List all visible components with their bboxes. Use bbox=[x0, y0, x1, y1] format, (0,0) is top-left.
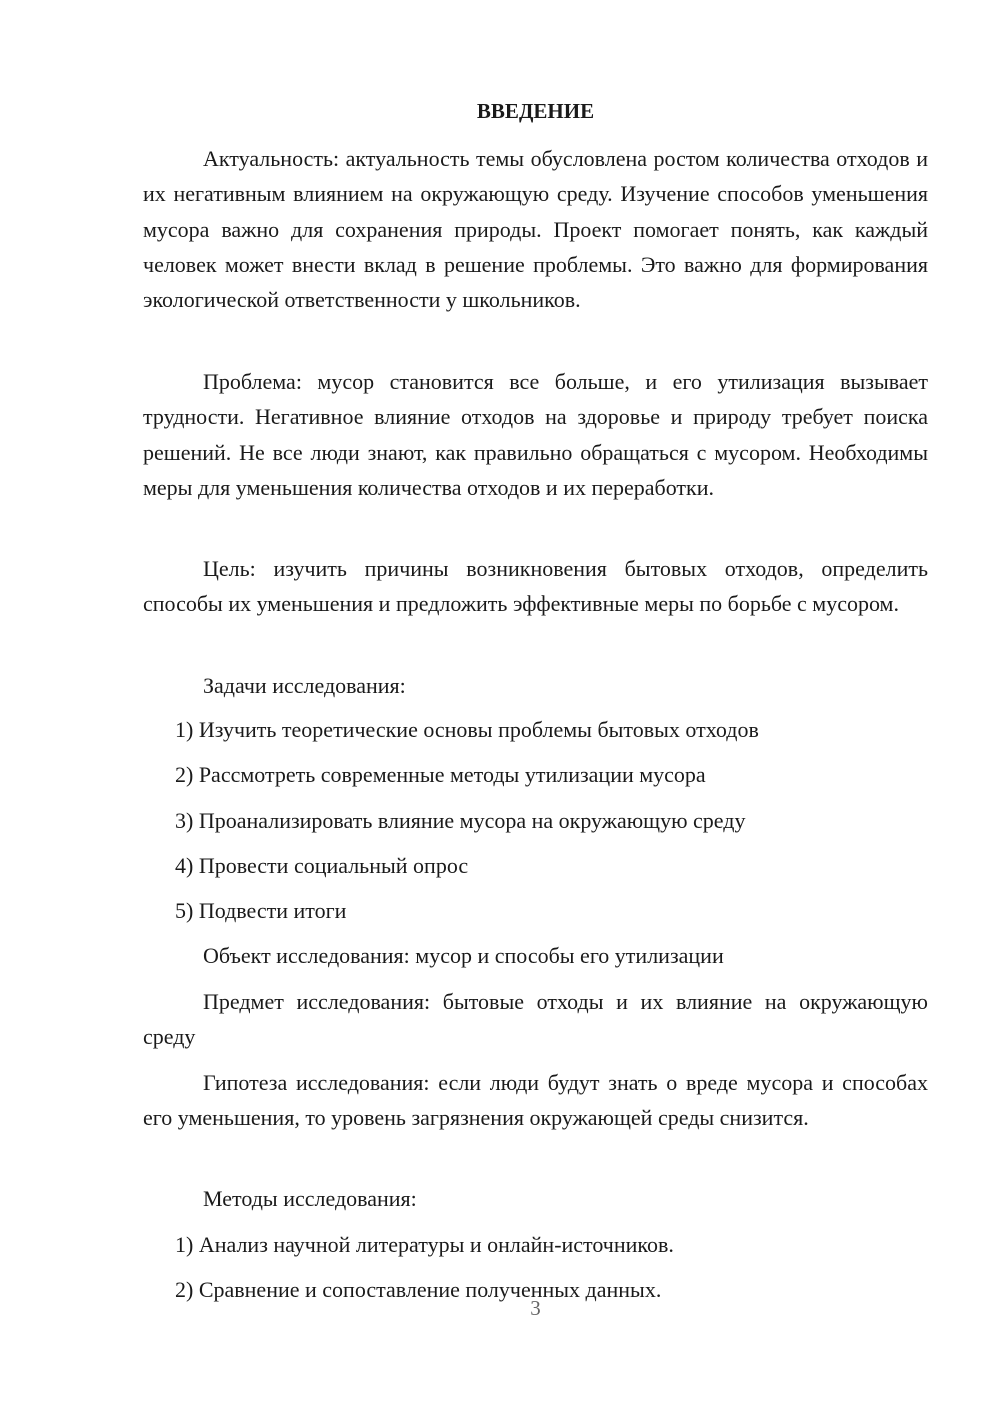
task-item-5: 5) Подвести итоги bbox=[175, 898, 347, 923]
method-item-1: 1) Анализ научной литературы и онлайн-источников. bbox=[175, 1232, 674, 1257]
document-page bbox=[143, 0, 928, 1414]
task-item-4: 4) Провести социальный опрос bbox=[175, 853, 469, 878]
task-item-3: 3) Проанализировать влияние мусора на окружающую среду bbox=[175, 808, 746, 833]
tasks-heading: Задачи исследования: bbox=[203, 673, 406, 698]
subject-paragraph: Предмет исследования: бытовые отходы и их влияние на окружающую среду bbox=[143, 989, 928, 1050]
problem-paragraph: Проблема: мусор становится все больше, и его утилизация вызывает трудности. Негативное влияние отходов на здоровье и природу требует поиска решений. Не все люди знают, как правильно обращаться с мусором. Необходимы меры для уменьшения количества отходов и их переработки. bbox=[143, 369, 928, 500]
task-item-1: 1) Изучить теоретические основы проблемы бытовых отходов bbox=[175, 717, 759, 742]
section-title: ВВЕДЕНИЕ bbox=[476, 99, 595, 123]
task-item-2: 2) Рассмотреть современные методы утилизации мусора bbox=[175, 762, 706, 787]
hypothesis-paragraph: Гипотеза исследования: если люди будут знать о вреде мусора и способах его уменьшения, то уровень загрязнения окружающей среды снизится. bbox=[143, 1070, 928, 1131]
goal-paragraph: Цель: изучить причины возникновения бытовых отходов, определить способы их уменьшения и предложить эффективные меры по борьбе с мусором. bbox=[143, 556, 928, 617]
object-paragraph: Объект исследования: мусор и способы его утилизации bbox=[203, 943, 724, 968]
methods-heading: Методы исследования: bbox=[203, 1186, 417, 1211]
method-item-2: 2) Сравнение и сопоставление полученных данных. bbox=[175, 1277, 662, 1302]
page-number: 3 bbox=[530, 1296, 541, 1320]
relevance-paragraph: Актуальность: актуальность темы обусловлена ростом количества отходов и их негативным влиянием на окружающую среду. Изучение способов уменьшения мусора важно для сохранения природы. Проект помогает понять, как каждый человек может внести вклад в решение проблемы. Это важно для формирования экологической ответственности у школьников. bbox=[143, 146, 928, 313]
